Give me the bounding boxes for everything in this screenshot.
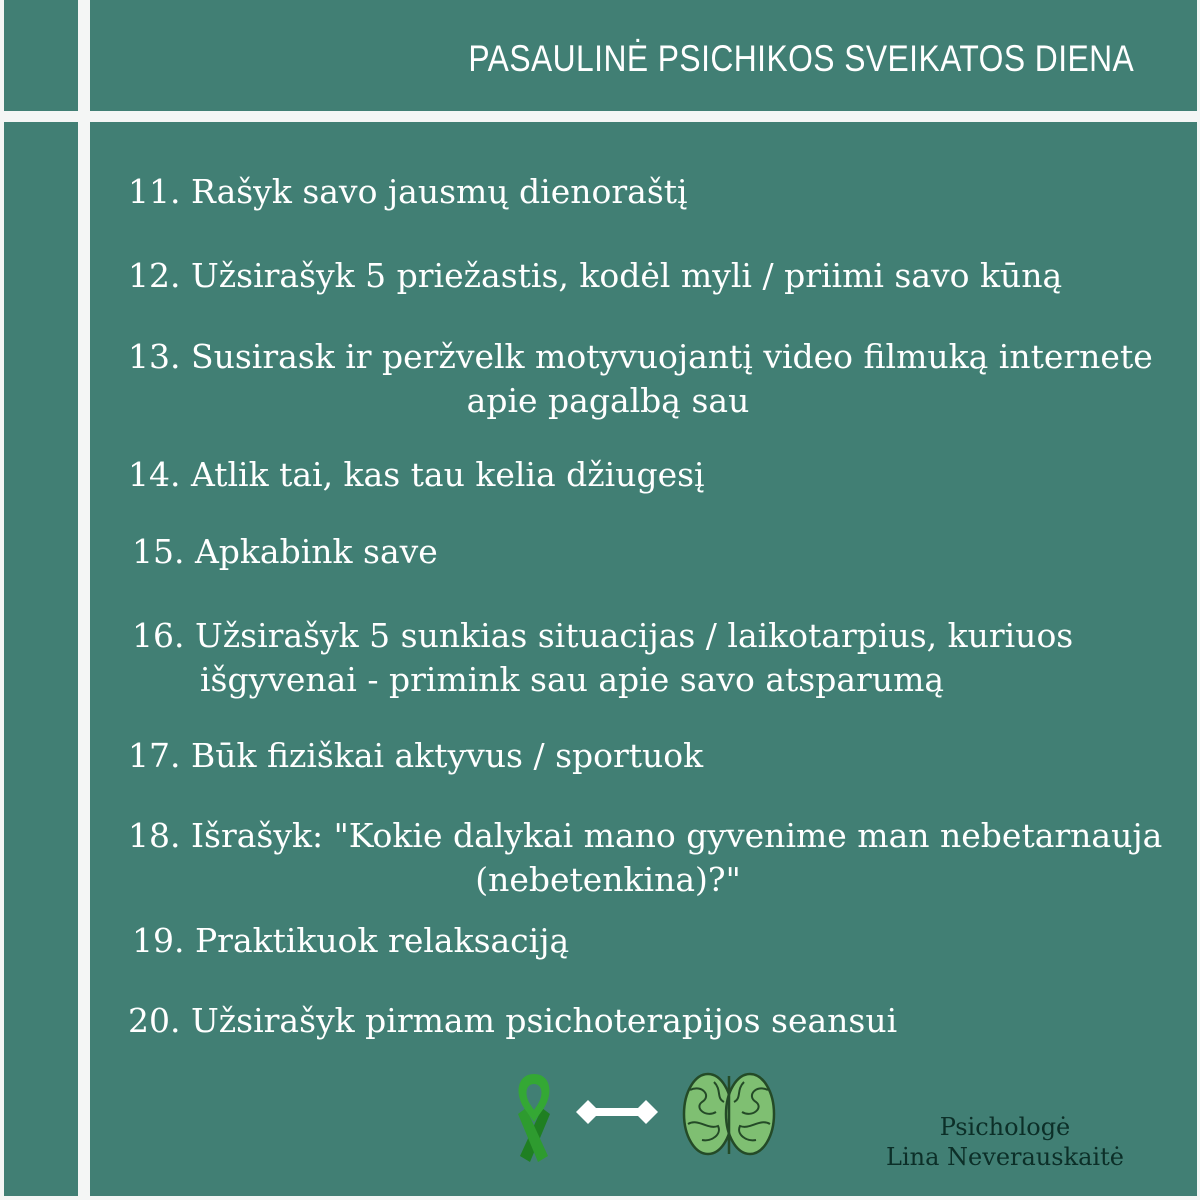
author-name: Lina Neverauskaitė bbox=[886, 1143, 1124, 1171]
list-item bbox=[128, 814, 1163, 902]
list-item-text: 17. Būk fiziškai aktyvus / sportuok bbox=[128, 736, 704, 775]
author-role: Psichologė bbox=[939, 1113, 1071, 1141]
list-item-text: 12. Užsirašyk 5 priežastis, kodėl myli / priimi savo kūną bbox=[128, 256, 1063, 295]
icon-row bbox=[490, 1068, 790, 1168]
brain-icon bbox=[684, 1074, 774, 1154]
list-item-text: 13. Susirask ir peržvelk motyvuojantį video filmuką internete bbox=[128, 337, 1153, 376]
list-item-text: 11. Rašyk savo jausmų dienoraštį bbox=[128, 172, 688, 211]
page-title: PASAULINĖ PSICHIKOS SVEIKATOS DIENA bbox=[468, 38, 1134, 79]
list-item bbox=[132, 614, 1074, 702]
frame-bottom-border bbox=[0, 1196, 1200, 1200]
frame-left-border bbox=[0, 0, 4, 1200]
list-item bbox=[128, 734, 703, 778]
list-item-text: 18. Išrašyk: "Kokie dalykai mano gyvenime man nebetarnauja bbox=[128, 816, 1163, 855]
list-item-text: 19. Praktikuok relaksaciją bbox=[132, 921, 570, 960]
list-item bbox=[132, 919, 569, 963]
list-item-text: 20. Užsirašyk pirmam psichoterapijos seansui bbox=[128, 1001, 898, 1040]
list-item bbox=[128, 999, 897, 1043]
connector-icon bbox=[576, 1100, 658, 1124]
list-item-text: 14. Atlik tai, kas tau kelia džiugesį bbox=[128, 455, 705, 494]
list-item bbox=[132, 530, 438, 574]
green-ribbon-icon bbox=[518, 1074, 550, 1162]
list-item bbox=[128, 453, 705, 497]
list-item bbox=[128, 254, 1062, 298]
list-item-text: 16. Užsirašyk 5 sunkias situacijas / laikotarpius, kuriuos bbox=[132, 616, 1074, 655]
list-item-text-continued: (nebetenkina)?" bbox=[475, 860, 741, 899]
list-item-text-continued: apie pagalbą sau bbox=[466, 381, 750, 420]
horizontal-divider bbox=[0, 111, 1200, 122]
list-item-text-continued: išgyvenai - primink sau apie savo atsparumą bbox=[199, 660, 945, 699]
author-signature bbox=[880, 1112, 1130, 1172]
list-item-text: 15. Apkabink save bbox=[132, 532, 438, 571]
list-item bbox=[128, 335, 1153, 423]
vertical-divider bbox=[78, 0, 90, 1200]
list-item bbox=[128, 170, 688, 214]
